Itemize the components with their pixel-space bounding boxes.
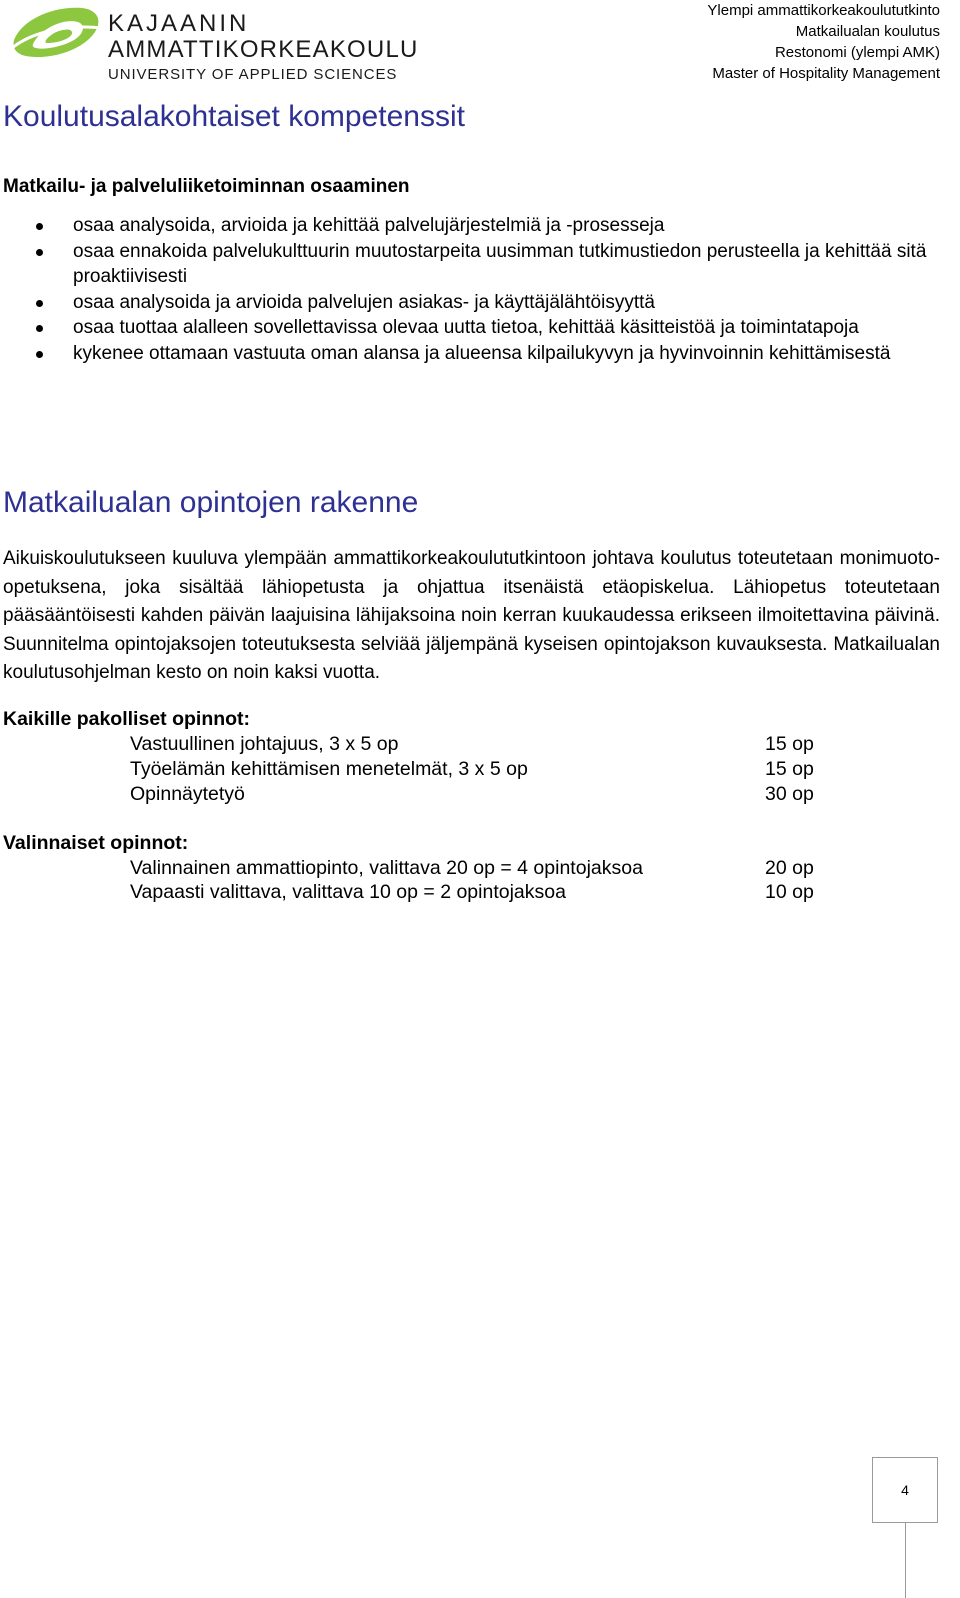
section-heading-structure: Matkailualan opintojen rakenne bbox=[3, 486, 419, 519]
bullet-icon bbox=[36, 325, 43, 332]
bullet-icon bbox=[36, 300, 43, 307]
list-item-text: osaa analysoida ja arvioida palvelujen asiakas- ja käyttäjälähtöisyyttä bbox=[73, 291, 655, 313]
optional-course-name: Valinnainen ammattiopinto, valittava 20 op = 4 opintojaksoa bbox=[130, 857, 643, 879]
bullet-icon bbox=[36, 223, 43, 230]
header-title: Restonomi (ylempi AMK) bbox=[774, 44, 940, 61]
kamk-logo-mark-icon bbox=[12, 2, 104, 64]
mandatory-course-credits: 15 op bbox=[765, 758, 814, 780]
mandatory-course-name: Vastuullinen johtajuus, 3 x 5 op bbox=[130, 733, 399, 755]
mandatory-course-credits: 15 op bbox=[765, 733, 814, 755]
page-number-divider bbox=[905, 1523, 906, 1598]
optional-course-credits: 20 op bbox=[765, 857, 814, 879]
header-degree: Ylempi ammattikorkeakoulututkinto bbox=[707, 2, 940, 19]
structure-paragraph: Aikuiskoulutukseen kuuluva ylempään ammattikorkeakoulututkintoon johtava koulutus toteutetaan monimuoto-opetuksena, joka sisältää lähiopetusta ja ohjattua itsenäistä etäopiskelua. Lähiopetus toteutetaan pääsääntöisesti kahden päivän laajuisina lähijaksoina noin kerran kuukaudessa erikseen ilmoitettavina päivinä. Suunnitelma opintojaksojen toteutuksesta selviää jäljempänä kyseisen opintojakson kuvauksesta. Matkailualan koulutusohjelman kesto on noin kaksi vuotta. bbox=[3, 548, 940, 683]
list-item bbox=[0, 290, 940, 316]
bullet-icon bbox=[36, 351, 43, 358]
competence-subheading: Matkailu- ja palveluliiketoiminnan osaaminen bbox=[3, 176, 410, 197]
optional-course-credits: 10 op bbox=[765, 881, 814, 903]
mandatory-studies-heading: Kaikille pakolliset opinnot: bbox=[3, 708, 251, 730]
list-item-text: osaa analysoida, arvioida ja kehittää palvelujärjestelmiä ja -prosesseja bbox=[73, 215, 665, 236]
list-item bbox=[0, 341, 940, 367]
page-number: 4 bbox=[901, 1482, 909, 1498]
list-item-text: kykenee ottamaan vastuuta oman alansa ja alueensa kilpailukyvyn ja hyvinvoinnin kehittämisestä bbox=[73, 342, 891, 364]
optional-course-name: Vapaasti valittava, valittava 10 op = 2 opintojaksoa bbox=[130, 881, 566, 903]
section-heading-competences: Koulutusalakohtaiset kompetenssit bbox=[3, 100, 465, 133]
header-title-english: Master of Hospitality Management bbox=[712, 65, 940, 82]
bullet-icon bbox=[36, 249, 43, 256]
list-item bbox=[0, 213, 940, 239]
mandatory-course-name: Työelämän kehittämisen menetelmät, 3 x 5 op bbox=[130, 758, 528, 780]
mandatory-course-credits: 30 op bbox=[765, 783, 814, 805]
page-number-box bbox=[872, 1457, 938, 1523]
list-item bbox=[0, 315, 940, 341]
header-program: Matkailualan koulutus bbox=[795, 23, 940, 40]
list-item-text: osaa tuottaa alalleen sovellettavissa olevaa uutta tietoa, kehittää käsitteistöä ja toimintatapoja bbox=[73, 317, 859, 338]
document-header-info bbox=[707, 0, 940, 84]
logo-line-1: KAJAANIN bbox=[108, 10, 250, 37]
logo-line-2: AMMATTIKORKEAKOULU bbox=[108, 36, 419, 63]
competence-list bbox=[0, 213, 940, 366]
list-item-text: osaa ennakoida palvelukulttuurin muutostarpeita uusimman tutkimustiedon perusteella ja kehittää sitä proaktiivisesti bbox=[73, 240, 927, 287]
mandatory-course-name: Opinnäytetyö bbox=[130, 783, 245, 805]
university-logo bbox=[12, 2, 419, 83]
optional-studies-heading: Valinnaiset opinnot: bbox=[3, 832, 189, 854]
logo-line-3: UNIVERSITY OF APPLIED SCIENCES bbox=[108, 66, 398, 83]
list-item bbox=[0, 239, 940, 290]
